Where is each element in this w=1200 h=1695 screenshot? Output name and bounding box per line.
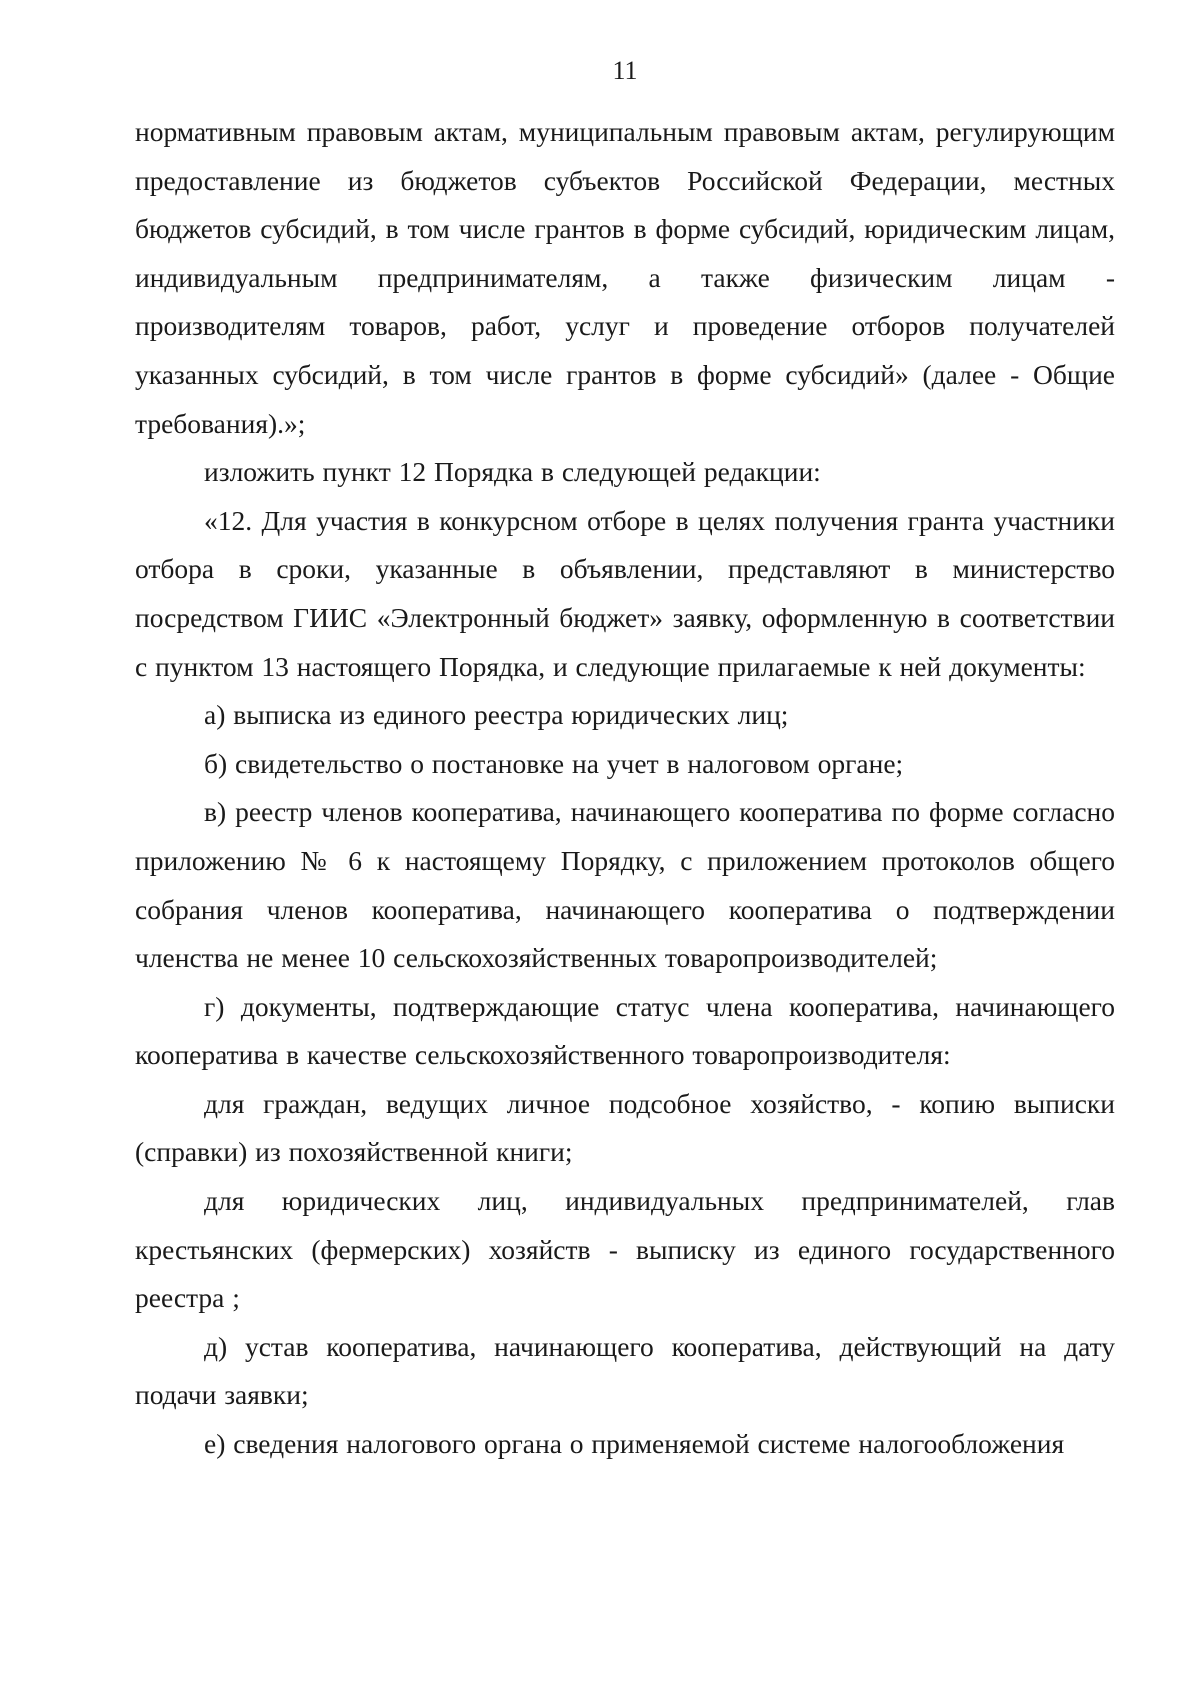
paragraph-item-12: «12. Для участия в конкурсном отборе в целях получения гранта участники отбора в сроки, указанные в объявлении, представляют в министерство посредством ГИИС «Электронный бюджет» заявку, оформленную в соответствии с пунктом 13 настоящего Порядка, и следующие прилагаемые к ней документы:: [135, 504, 1115, 682]
paragraph-subitem-d: д) устав кооператива, начинающего кооператива, действующий на дату подачи заявки;: [135, 1330, 1115, 1411]
paragraph-legal-entities: для юридических лиц, индивидуальных предпринимателей, глав крестьянских (фермерских) хозяйств - выписку из единого государственного реестра ;: [135, 1185, 1115, 1314]
paragraph-subitem-b: б) свидетельство о постановке на учет в налоговом органе;: [204, 747, 904, 779]
paragraph-citizens: для граждан, ведущих личное подсобное хозяйство, - копию выписки (справки) из похозяйственной книги;: [135, 1087, 1115, 1168]
paragraph-subitem-a: а) выписка из единого реестра юридических лиц;: [204, 699, 789, 731]
paragraph-amend-instruction: изложить пункт 12 Порядка в следующей редакции:: [204, 456, 821, 488]
paragraph-continuation: нормативным правовым актам, муниципальным правовым актам, регулирующим предоставление из бюджетов субъектов Российской Федерации, местных бюджетов субсидий, в том числе грантов в форме субсидий, юридическим лицам, индивидуальным предпринимателям, а также физическим лицам - производителям товаров, работ, услуг и проведение отборов получателей указанных субсидий, в том числе грантов в форме субсидий» (далее - Общие требования).»;: [135, 116, 1115, 439]
paragraph-subitem-v: в) реестр членов кооператива, начинающего кооператива по форме согласно приложению № 6 к настоящему Порядку, с приложением протоколов общего собрания членов кооператива, начинающего кооператива о подтверждении членства не менее 10 сельскохозяйственных товаропроизводителей;: [135, 796, 1115, 974]
page-number: 11: [612, 56, 638, 85]
paragraph-subitem-e: е) сведения налогового органа о применяемой системе налогообложения: [204, 1428, 1065, 1460]
paragraph-subitem-g: г) документы, подтверждающие статус члена кооператива, начинающего кооператива в качестве сельскохозяйственного товаропроизводителя:: [135, 990, 1115, 1071]
document-body: [135, 108, 1115, 1469]
